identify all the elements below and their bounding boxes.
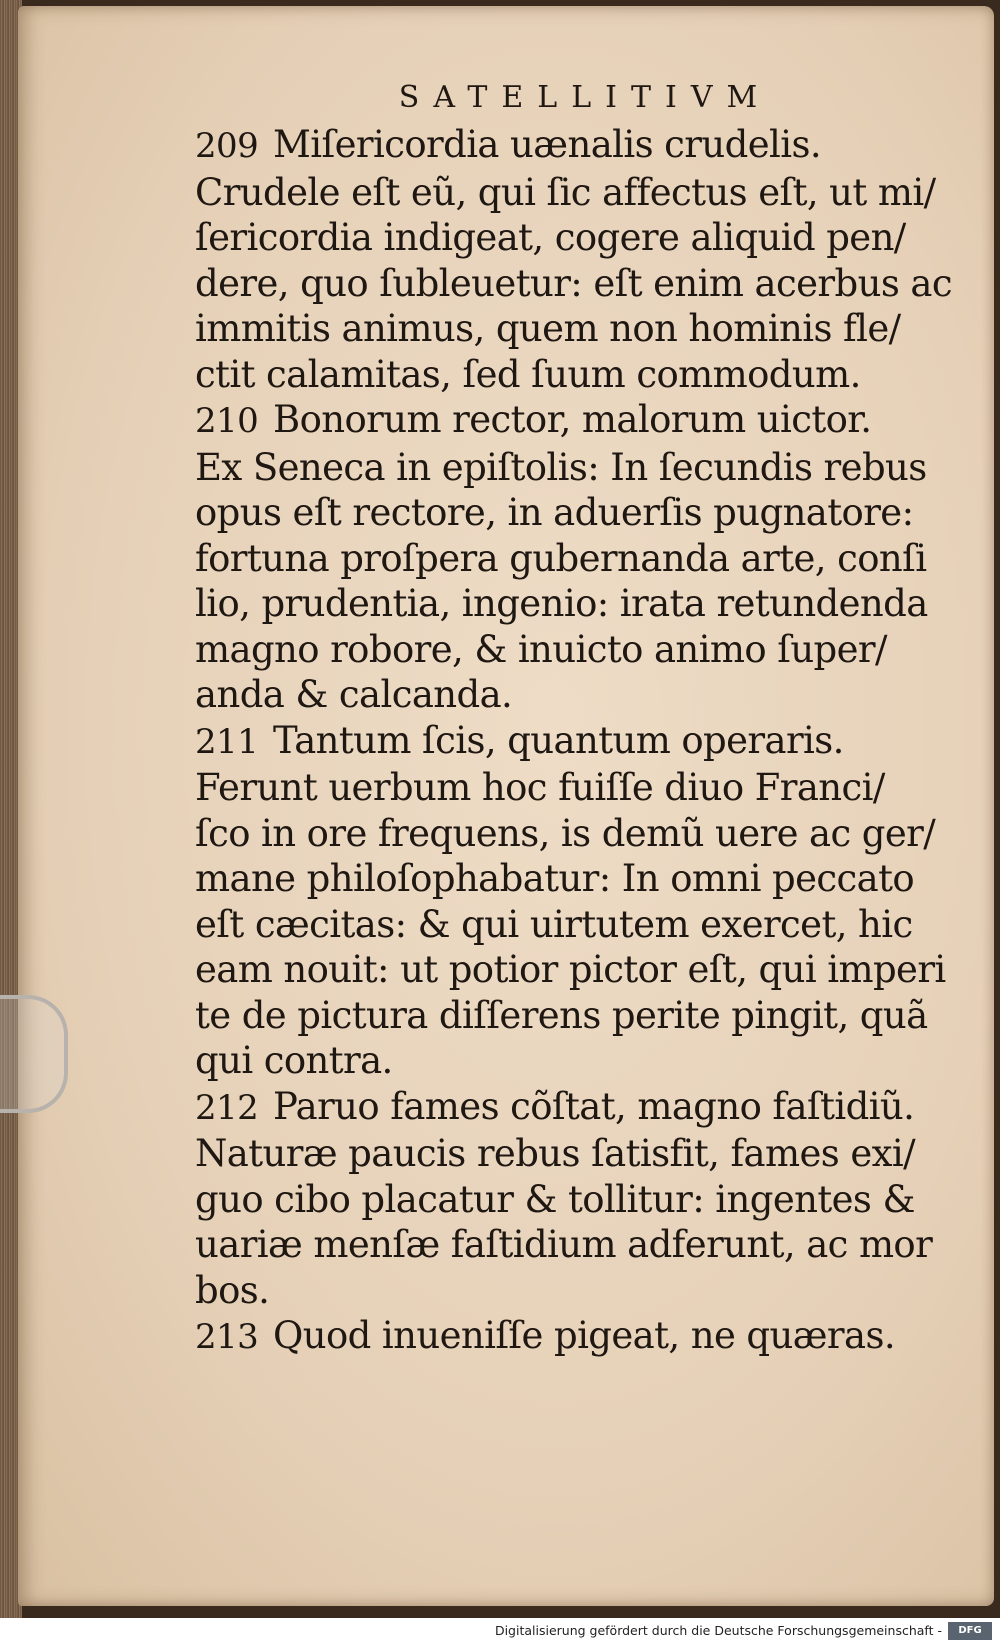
footer-credit: Digitalisierung gefördert durch die Deutsche Forschungsgemeinschaft - bbox=[494, 1623, 942, 1638]
text-line bbox=[195, 306, 915, 352]
dfg-logo: DFG bbox=[948, 1622, 992, 1640]
line-text: uariæ menſæ faſtidium adferunt, ac mor bbox=[195, 1223, 933, 1266]
line-text: immitis animus, quem non hominis fle/ bbox=[195, 307, 901, 350]
line-text: lio, prudentia, ingenio: irata retundenda bbox=[195, 582, 928, 625]
entry-heading-line bbox=[195, 1084, 915, 1132]
text-line bbox=[195, 581, 928, 627]
footer bbox=[0, 1618, 1000, 1646]
running-head: SATELLITIVM bbox=[398, 80, 772, 115]
line-text: Crudele eſt eũ, qui ſic affectus eſt, ut mi/ bbox=[195, 170, 936, 214]
text-line bbox=[195, 811, 936, 857]
text-line bbox=[195, 215, 915, 261]
line-text: ſericordia indigeat, cogere aliquid pen/ bbox=[195, 216, 906, 259]
line-text: anda & calcanda. bbox=[195, 673, 513, 716]
line-text: fortuna proſpera gubernanda arte, conſi bbox=[195, 536, 927, 580]
line-text: dere, quo ſubleuetur: eſt enim acerbus ac bbox=[195, 261, 952, 305]
entry-heading-line bbox=[195, 718, 915, 766]
entry-number: 213 bbox=[195, 1317, 259, 1357]
line-text: Bonorum rector, malorum uictor. bbox=[273, 398, 872, 441]
line-text: Ex Seneca in epiſtolis: In ſecundis rebus bbox=[195, 445, 927, 489]
text-line bbox=[195, 170, 936, 216]
line-text: Quod inueniſſe pigeat, ne quæras. bbox=[273, 1314, 896, 1357]
text-block bbox=[195, 78, 952, 1361]
text-line bbox=[195, 993, 928, 1039]
line-text: ſco in ore frequens, is demũ uere ac ger/ bbox=[195, 811, 936, 855]
entry-number: 209 bbox=[195, 126, 259, 166]
line-text: Ferunt uerbum hoc fuiſſe diuo Franci/ bbox=[195, 766, 885, 809]
line-text: te de pictura diſſerens perite pingit, quã bbox=[195, 993, 928, 1037]
text-line bbox=[195, 1177, 915, 1223]
line-text: opus eſt rectore, in aduerſis pugnatore: bbox=[195, 491, 914, 534]
text-line bbox=[195, 1038, 915, 1084]
text-lines bbox=[195, 122, 952, 1361]
text-line bbox=[195, 490, 915, 536]
line-text: Tantum ſcis, quantum operaris. bbox=[273, 718, 844, 762]
line-text: mane philoſophabatur: In omni peccato bbox=[195, 857, 915, 900]
line-text: eam nouit: ut potior pictor eſt, qui imperi bbox=[195, 948, 946, 991]
text-line bbox=[195, 902, 915, 948]
line-text: Miſericordia uænalis crudelis. bbox=[273, 123, 822, 166]
text-line bbox=[195, 947, 946, 993]
line-text: eſt cæcitas: & qui uirtutem exercet, hic bbox=[195, 902, 913, 946]
entry-number: 212 bbox=[195, 1087, 259, 1128]
line-text: ctit calamitas, ſed ſuum commodum. bbox=[195, 352, 861, 396]
entry-heading-line bbox=[195, 1313, 915, 1361]
line-text: qui contra. bbox=[195, 1039, 393, 1082]
text-line bbox=[195, 445, 927, 491]
book-clasp bbox=[0, 995, 68, 1113]
entry-number: 211 bbox=[195, 721, 259, 762]
text-line bbox=[195, 1222, 933, 1268]
text-line bbox=[195, 1268, 915, 1314]
line-text: Naturæ paucis rebus ſatisfit, fames exi/ bbox=[195, 1132, 915, 1175]
text-line bbox=[195, 856, 915, 902]
entry-number: 210 bbox=[195, 401, 259, 441]
text-line bbox=[195, 261, 952, 307]
text-line bbox=[195, 765, 915, 811]
line-text: bos. bbox=[195, 1268, 270, 1312]
text-line bbox=[195, 627, 915, 673]
text-line bbox=[195, 672, 915, 718]
entry-heading-line bbox=[195, 122, 915, 170]
text-line bbox=[195, 352, 915, 398]
text-line bbox=[195, 536, 927, 582]
entry-heading-line bbox=[195, 397, 915, 445]
line-text: Paruo fames cõſtat, magno faſtidiũ. bbox=[273, 1084, 915, 1128]
text-line bbox=[195, 1131, 915, 1177]
line-text: guo cibo placatur & tollitur: ingentes & bbox=[195, 1177, 915, 1221]
line-text: magno robore, & inuicto animo ſuper/ bbox=[195, 627, 887, 671]
